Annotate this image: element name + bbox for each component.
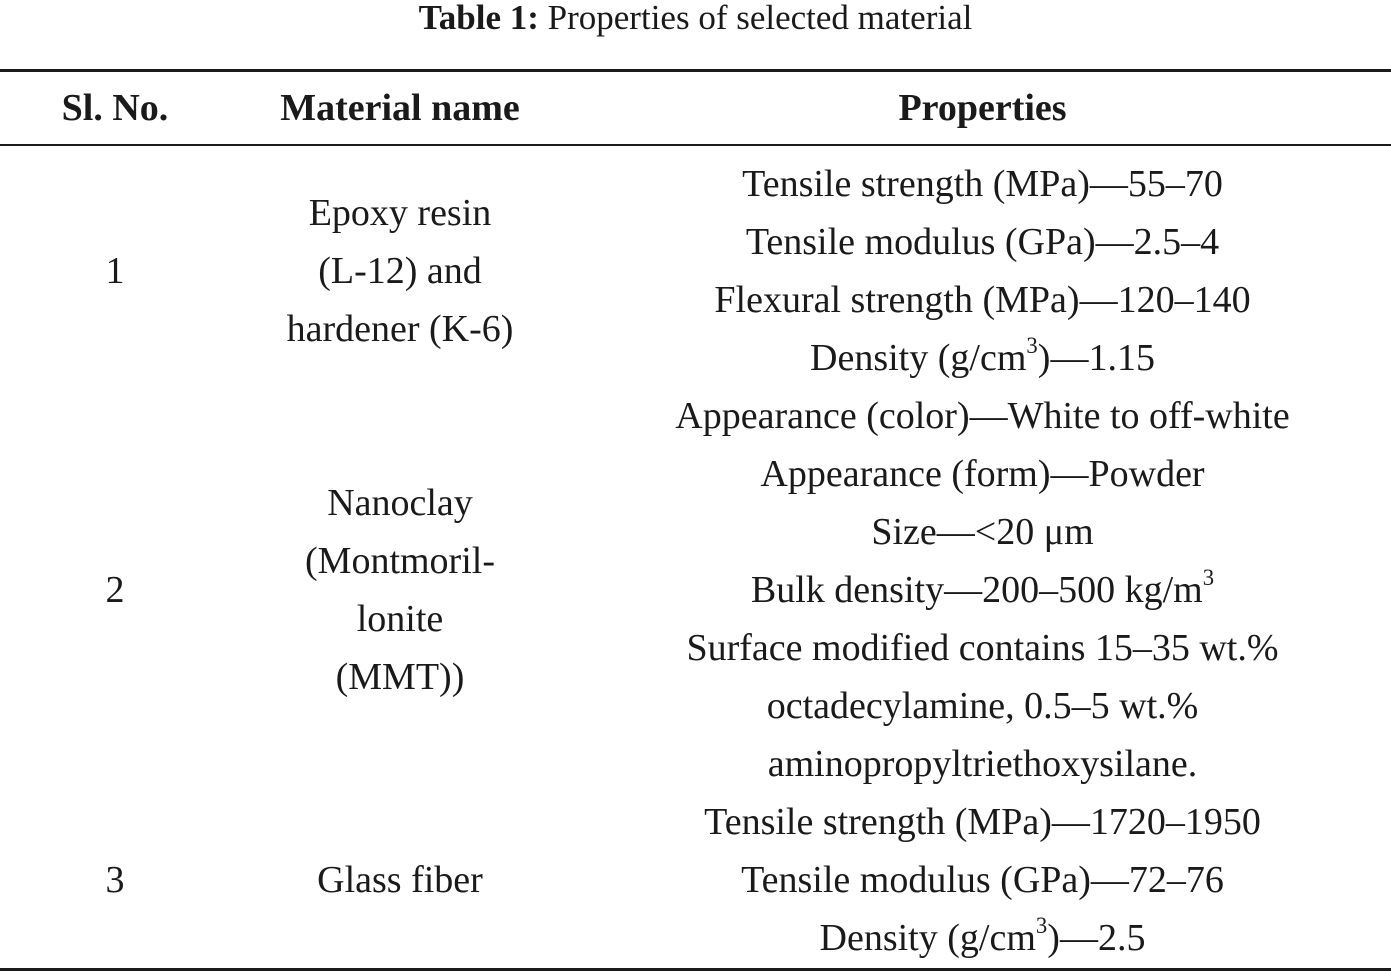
cell-sl-no <box>15 387 215 793</box>
table-header-row <box>0 72 1391 144</box>
property-line: Flexural strength (MPa)—120–140 <box>714 279 1251 321</box>
table-row <box>0 155 1391 387</box>
cell-material-name <box>250 387 550 793</box>
material-name-line: (L-12) and <box>318 250 482 292</box>
material-name-line: Epoxy resin <box>308 192 492 234</box>
property-line: Appearance (color)—White to off-white <box>675 395 1290 437</box>
table-header-rule <box>0 144 1391 146</box>
property-line: Tensile strength (MPa)—55–70 <box>742 163 1223 205</box>
property-line: Density $(g/cm^3)—1.15$ <box>810 332 1155 379</box>
sl-no-text: 1 <box>105 250 125 292</box>
property-line: octadecylamine, 0.5–5 wt.% <box>766 685 1199 727</box>
material-name-line: Glass fiber <box>317 859 483 901</box>
table-caption-text: Properties of selected material <box>547 0 973 37</box>
material-name-line: Nanoclay <box>327 482 473 524</box>
cell-sl-no <box>15 155 215 387</box>
table-caption-label: Table 1: <box>418 0 539 37</box>
property-line: Appearance (form)—Powder <box>760 453 1205 495</box>
cell-properties <box>585 155 1380 387</box>
superscript: 3 <box>1026 332 1038 358</box>
property-line: Tensile modulus (GPa)—72–76 <box>741 859 1224 901</box>
table-bottom-rule <box>0 968 1391 971</box>
property-line: aminopropyltriethoxysilane. <box>767 743 1198 785</box>
cell-material-name <box>250 793 550 967</box>
property-line: Density $(g/cm^3)—2.5$ <box>819 912 1146 959</box>
material-name-line: lonite <box>356 598 444 640</box>
property-line: Tensile strength (MPa)—1720–1950 <box>704 801 1261 843</box>
cell-material-name <box>250 155 550 387</box>
header-sl-no: Sl. No. <box>61 87 169 129</box>
property-line: Size—<20 μm <box>871 511 1094 553</box>
material-name-line: (Montmoril- <box>305 540 495 582</box>
property-line: Tensile modulus (GPa)—2.5–4 <box>745 221 1220 263</box>
cell-properties <box>585 793 1380 967</box>
sl-no-text: 3 <box>105 859 125 901</box>
table-row <box>0 387 1391 793</box>
superscript: 3 <box>1202 564 1215 590</box>
cell-sl-no <box>15 793 215 967</box>
material-name-line: (MMT)) <box>335 656 465 698</box>
property-line: Surface modified contains 15–35 wt.% <box>686 627 1279 669</box>
superscript: 3 <box>1035 912 1048 938</box>
table-row <box>0 793 1391 967</box>
header-material-name: Material name <box>280 87 520 129</box>
table-caption <box>0 0 1391 40</box>
material-name-line: hardener (K-6) <box>286 308 514 350</box>
header-properties: Properties <box>898 87 1067 129</box>
cell-properties <box>585 387 1380 793</box>
sl-no-text: 2 <box>105 569 125 611</box>
property-line: Bulk density—200–500 $kg/m^3$ <box>750 564 1215 611</box>
